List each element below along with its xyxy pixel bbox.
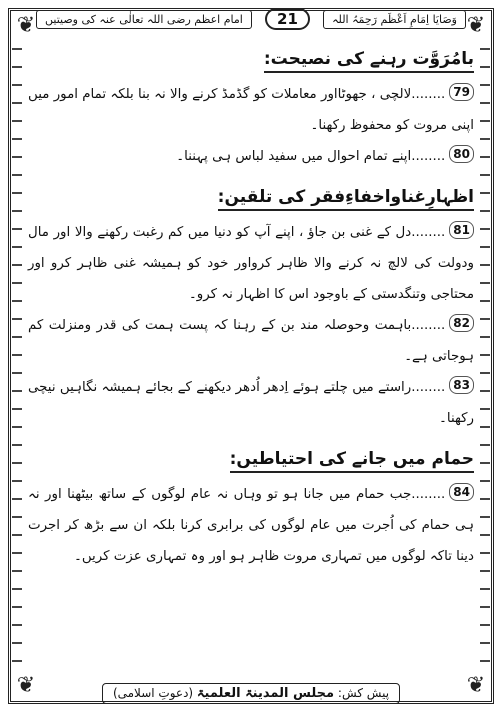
item-number: 82: [449, 314, 474, 332]
item-number: 84: [449, 483, 474, 501]
corner-ornament-icon: ❦: [466, 673, 486, 698]
publisher-box: [102, 683, 400, 704]
advice-item: [28, 372, 474, 434]
item-text: ........باہمت وحوصلہ مند بن کے رہنا کہ پست ہمت کی قدر ومنزلت کم ہوجاتی ہے۔: [28, 318, 474, 364]
item-number: 79: [449, 83, 474, 101]
item-text: ........جب حمام میں جانا ہو تو وہاں نہ عام لوگوں کے ساتھ بیٹھنا اور نہ ہی حمام کی اُجرت میں عام لوگوں کی برابری کرنا بلکہ ان سے بڑھ کر اجرت دینا تاکہ لوگوں میں تمہاری مروت ظاہر ہو اور وہ تمہاری عزت کریں۔: [28, 487, 474, 564]
advice-item: [28, 79, 474, 141]
corner-ornament-icon: ❦: [16, 673, 36, 698]
publisher-name: مجلس المدینۃ العلمیۃ: [196, 686, 335, 701]
section-heading: حمام میں جانے کی احتیاطیں:: [230, 448, 474, 473]
item-text: ........اپنے تمام احوال میں سفید لباس ہی پہننا۔: [176, 149, 446, 164]
page-footer: [0, 682, 502, 704]
right-border-ornament: [480, 40, 490, 672]
chapter-title: امام اعظم رضی اللہ تعالٰی عنہ کی وصیتیں: [36, 10, 252, 29]
item-number: 80: [449, 145, 474, 163]
section-heading: اظہارِغناواخفاءِفقر کی تلقین:: [218, 186, 474, 211]
page-number: 21: [265, 8, 310, 30]
page-header: [36, 4, 466, 34]
advice-item: [28, 310, 474, 372]
item-text: ........لالچی ، جھوٹااور معاملات کو گڈمڈ کرنے والا نہ بنا بلکہ تمام امور میں اپنی مروت کو محفوظ رکھنا۔: [28, 87, 474, 133]
left-border-ornament: [12, 40, 22, 672]
item-number: 83: [449, 376, 474, 394]
advice-item: [28, 141, 474, 172]
section-heading: بامُرَوَّت رہنے کی نصیحت:: [264, 48, 474, 73]
item-number: 81: [449, 221, 474, 239]
book-title: وَصَايَا اِمَامِ اَعْظَم رَحِمَہُ اللہ: [323, 10, 466, 29]
page-content: [28, 40, 474, 668]
publisher-suffix: (دعوتِ اسلامی): [112, 686, 194, 700]
advice-item: [28, 479, 474, 572]
corner-ornament-icon: ❦: [466, 13, 486, 38]
advice-item: [28, 217, 474, 310]
publisher-prefix: پیش کش:: [337, 686, 390, 700]
item-text: ........راستے میں چلتے ہوئے اِدھر اُدھر دیکھنے کے بجائے ہمیشہ نگاہیں نیچی رکھنا۔: [28, 380, 474, 426]
corner-ornament-icon: ❦: [16, 13, 36, 38]
item-text: ........دل کے غنی بن جاؤ ، اپنے آپ کو دنیا میں کم رغبت رکھنے والا اور مال ودولت کی لالچ نہ کرنے والا ظاہر کرواور خود کو ہمیشہ غنی ظاہر کرو اور محتاجی وتنگدستی کے باوجود اس کا اظہار نہ کرو۔: [28, 225, 474, 302]
